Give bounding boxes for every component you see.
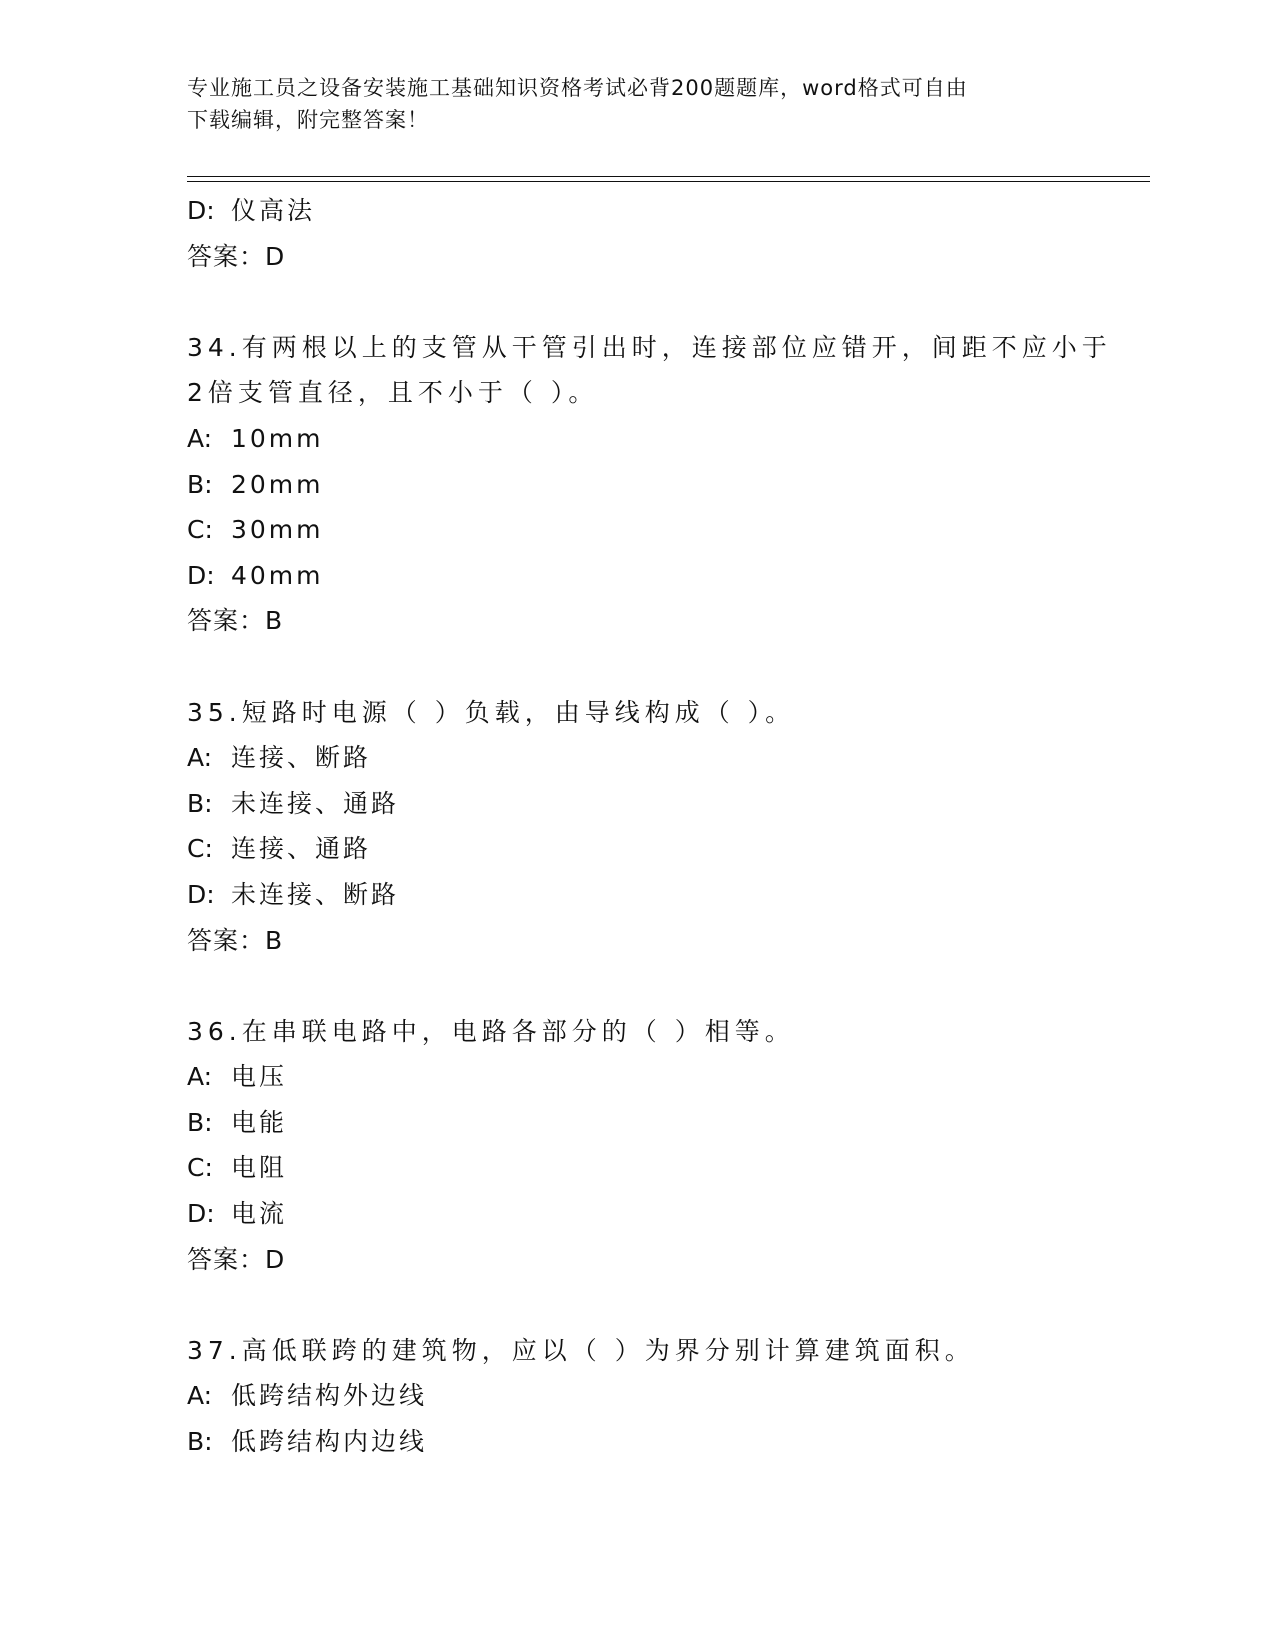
question-37-stem: 37.高低联跨的建筑物，应以（ ）为界分别计算建筑面积。 bbox=[187, 1335, 975, 1365]
spacer bbox=[187, 279, 1087, 325]
option-key: B: bbox=[187, 1427, 213, 1457]
option-key: A: bbox=[187, 743, 213, 773]
option-key: A: bbox=[187, 1062, 213, 1092]
option-a bbox=[187, 1054, 1087, 1100]
option-text: 未连接、通路 bbox=[231, 788, 400, 818]
answer-label: 答案： bbox=[187, 1244, 266, 1274]
option-key: D: bbox=[187, 196, 215, 225]
option-a bbox=[187, 416, 1087, 462]
option-text: 连接、断路 bbox=[231, 743, 372, 773]
option-text: 电能 bbox=[231, 1107, 288, 1137]
option-key: D: bbox=[187, 560, 215, 590]
option-text: 10mm bbox=[231, 423, 324, 453]
spacer bbox=[187, 1282, 1087, 1328]
answer-value: D bbox=[265, 1244, 286, 1274]
option-text: 30mm bbox=[231, 515, 324, 545]
header-line-1: 专业施工员之设备安装施工基础知识资格考试必背200题题库，word格式可自由 bbox=[187, 76, 968, 100]
spacer bbox=[187, 963, 1087, 1009]
option-text: 未连接、断路 bbox=[231, 879, 400, 909]
answer-line bbox=[187, 598, 1087, 644]
question-36-stem: 36.在串联电路中，电路各部分的（ ）相等。 bbox=[187, 1016, 795, 1046]
option-text: 电阻 bbox=[231, 1153, 288, 1183]
answer-value: B bbox=[265, 925, 284, 955]
question-list bbox=[187, 188, 1112, 1465]
option-b bbox=[187, 1100, 1087, 1146]
option-c bbox=[187, 507, 1087, 553]
question-34-stem-line-2: 2倍支管直径，且不小于（ ）。 bbox=[187, 378, 599, 408]
option-key: C: bbox=[187, 834, 213, 864]
option-b bbox=[187, 781, 1087, 827]
spacer bbox=[187, 644, 1087, 690]
option-a bbox=[187, 1373, 1087, 1419]
option-text: 20mm bbox=[231, 469, 324, 499]
option-c bbox=[187, 1145, 1087, 1191]
answer-value: D bbox=[265, 241, 286, 271]
option-d bbox=[187, 1191, 1087, 1237]
document-header bbox=[187, 72, 1067, 136]
answer-label: 答案： bbox=[187, 241, 266, 271]
option-key: D: bbox=[187, 879, 215, 909]
option-d bbox=[187, 188, 1087, 234]
option-c bbox=[187, 826, 1087, 872]
option-key: C: bbox=[187, 1153, 213, 1183]
header-line-2: 下载编辑，附完整答案！ bbox=[187, 108, 429, 132]
option-key: A: bbox=[187, 423, 213, 453]
question-34-stem-line-1: 34.有两根以上的支管从干管引出时，连接部位应错开，间距不应小于 bbox=[187, 332, 1112, 362]
option-d bbox=[187, 553, 1087, 599]
answer-label: 答案： bbox=[187, 925, 266, 955]
option-text: 低跨结构外边线 bbox=[231, 1381, 428, 1411]
option-text: 连接、通路 bbox=[231, 834, 372, 864]
option-b bbox=[187, 462, 1087, 508]
option-text: 低跨结构内边线 bbox=[231, 1427, 428, 1457]
answer-line bbox=[187, 1237, 1087, 1283]
option-text: 电流 bbox=[231, 1199, 288, 1229]
option-key: C: bbox=[187, 515, 213, 545]
question-35-stem: 35.短路时电源（ ）负载，由导线构成（ ）。 bbox=[187, 697, 796, 727]
option-key: A: bbox=[187, 1381, 213, 1411]
answer-line bbox=[187, 918, 1087, 964]
option-b bbox=[187, 1419, 1087, 1465]
option-key: B: bbox=[187, 1107, 213, 1137]
answer-value: B bbox=[265, 606, 284, 636]
option-text: 40mm bbox=[231, 560, 324, 590]
header-rule-top bbox=[187, 176, 1150, 177]
answer-label: 答案： bbox=[187, 606, 266, 636]
option-key: D: bbox=[187, 1199, 215, 1229]
option-key: B: bbox=[187, 788, 213, 818]
option-key: B: bbox=[187, 469, 213, 499]
answer-line bbox=[187, 234, 1087, 280]
option-text: 电压 bbox=[231, 1062, 288, 1092]
option-d bbox=[187, 872, 1087, 918]
option-text: 仪高法 bbox=[231, 196, 316, 225]
option-a bbox=[187, 735, 1087, 781]
header-rule-bottom bbox=[187, 181, 1150, 182]
